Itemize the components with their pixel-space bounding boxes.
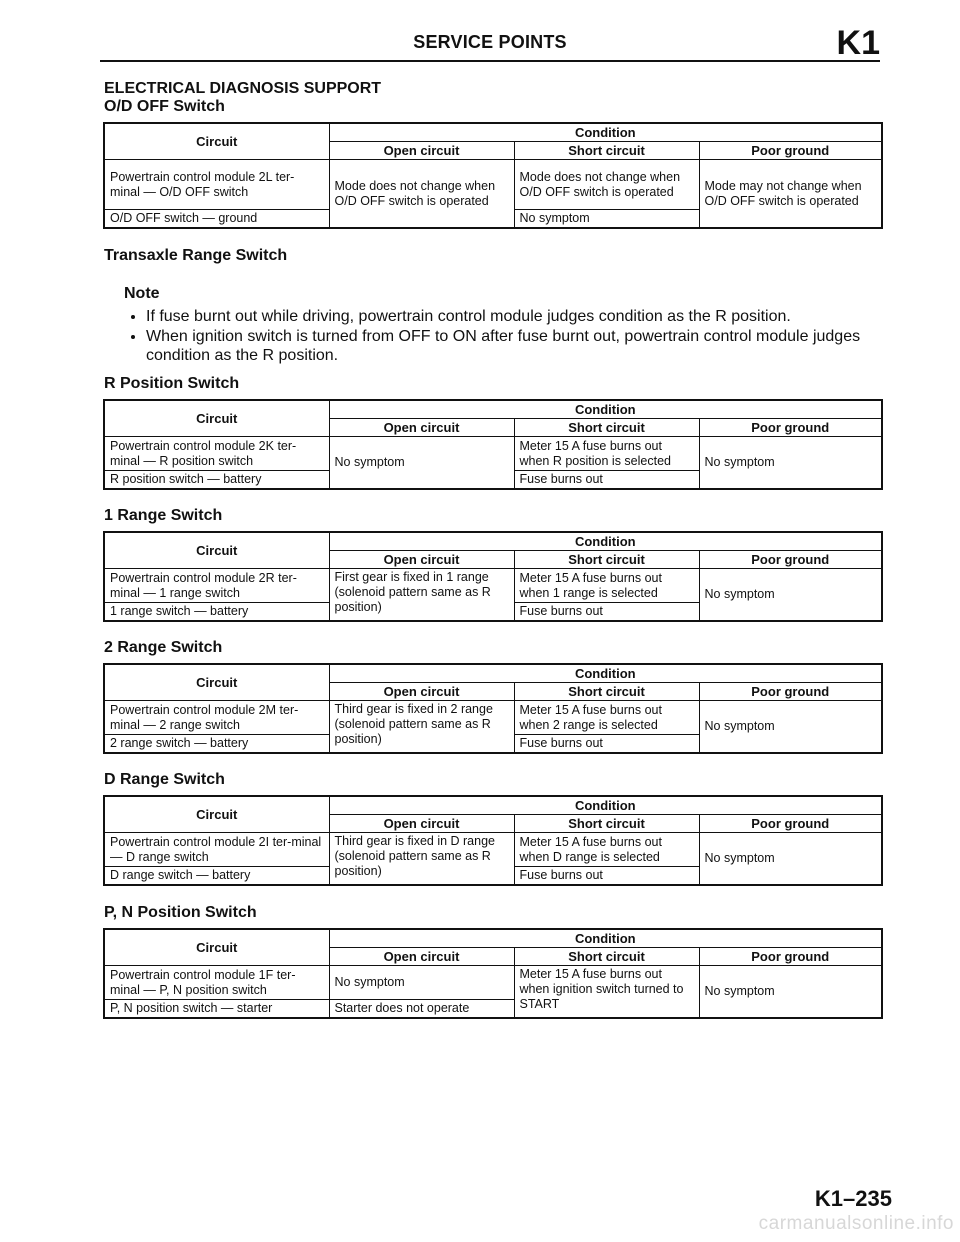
pn-position-table bbox=[103, 928, 883, 1019]
col-header-circuit: Circuit bbox=[104, 532, 329, 569]
poor-ground-cell: No symptom bbox=[699, 833, 882, 886]
short-circuit-cell: Fuse burns out bbox=[514, 471, 699, 490]
poor-ground-cell: No symptom bbox=[699, 437, 882, 490]
od-off-table bbox=[103, 122, 883, 229]
col-header-poor: Poor ground bbox=[699, 948, 882, 966]
circuit-cell: P, N position switch — starter bbox=[104, 1000, 329, 1019]
transaxle-heading: Transaxle Range Switch bbox=[104, 247, 288, 264]
col-header-open: Open circuit bbox=[329, 419, 514, 437]
range-1-table bbox=[103, 531, 883, 622]
col-header-condition: Condition bbox=[329, 400, 882, 419]
col-header-circuit: Circuit bbox=[104, 664, 329, 701]
col-header-condition: Condition bbox=[329, 929, 882, 948]
short-circuit-cell: Meter 15 A fuse burns out when D range is selected bbox=[514, 833, 699, 867]
watermark: carmanualsonline.info bbox=[758, 1213, 954, 1234]
col-header-condition: Condition bbox=[329, 123, 882, 142]
circuit-cell: Powertrain control module 2K ter-minal — R position switch bbox=[104, 437, 329, 471]
open-circuit-cell: Third gear is fixed in 2 range (solenoid pattern same as R position) bbox=[329, 701, 514, 754]
col-header-short: Short circuit bbox=[514, 683, 699, 701]
short-circuit-cell: Fuse burns out bbox=[514, 735, 699, 754]
r-position-table bbox=[103, 399, 883, 490]
section-heading: ELECTRICAL DIAGNOSIS SUPPORT bbox=[104, 80, 382, 97]
range-d-heading: D Range Switch bbox=[104, 771, 225, 788]
circuit-cell: D range switch — battery bbox=[104, 867, 329, 886]
short-circuit-cell: Fuse burns out bbox=[514, 603, 699, 622]
col-header-short: Short circuit bbox=[514, 551, 699, 569]
col-header-open: Open circuit bbox=[329, 815, 514, 833]
circuit-cell: Powertrain control module 1F ter-minal — P, N position switch bbox=[104, 966, 329, 1000]
range-1-heading: 1 Range Switch bbox=[104, 507, 223, 524]
short-circuit-cell: Meter 15 A fuse burns out when ignition switch turned to START bbox=[514, 966, 699, 1019]
page-header bbox=[100, 26, 880, 62]
poor-ground-cell: Mode may not change when O/D OFF switch is operated bbox=[699, 160, 882, 229]
circuit-cell: Powertrain control module 2L ter-minal — O/D OFF switch bbox=[104, 160, 329, 210]
open-circuit-cell: First gear is fixed in 1 range (solenoid pattern same as R position) bbox=[329, 569, 514, 622]
col-header-short: Short circuit bbox=[514, 142, 699, 160]
section-code: K1 bbox=[836, 24, 880, 62]
col-header-open: Open circuit bbox=[329, 948, 514, 966]
page-title: SERVICE POINTS bbox=[413, 32, 567, 52]
short-circuit-cell: Meter 15 A fuse burns out when 2 range is selected bbox=[514, 701, 699, 735]
col-header-poor: Poor ground bbox=[699, 551, 882, 569]
note-item: • If fuse burnt out while driving, powertrain control module judges condition as the R position. bbox=[146, 307, 894, 326]
note-block bbox=[124, 284, 894, 366]
note-item: • When ignition switch is turned from OFF to ON after fuse burnt out, powertrain control module judges condition as the R position. bbox=[146, 327, 894, 365]
page-number: K1–235 bbox=[814, 1186, 892, 1211]
col-header-open: Open circuit bbox=[329, 551, 514, 569]
col-header-circuit: Circuit bbox=[104, 929, 329, 966]
note-label: Note bbox=[124, 285, 160, 302]
col-header-poor: Poor ground bbox=[699, 683, 882, 701]
col-header-circuit: Circuit bbox=[104, 123, 329, 160]
range-2-heading: 2 Range Switch bbox=[104, 639, 223, 656]
open-circuit-cell: Third gear is fixed in D range (solenoid pattern same as R position) bbox=[329, 833, 514, 886]
range-d-table bbox=[103, 795, 883, 886]
open-circuit-cell: Mode does not change when O/D OFF switch is operated bbox=[329, 160, 514, 229]
col-header-short: Short circuit bbox=[514, 948, 699, 966]
col-header-circuit: Circuit bbox=[104, 796, 329, 833]
od-off-heading: O/D OFF Switch bbox=[104, 98, 225, 115]
short-circuit-cell: No symptom bbox=[514, 210, 699, 229]
col-header-condition: Condition bbox=[329, 532, 882, 551]
short-circuit-cell: Mode does not change when O/D OFF switch is operated bbox=[514, 160, 699, 210]
circuit-cell: Powertrain control module 2R ter-minal — 1 range switch bbox=[104, 569, 329, 603]
open-circuit-cell: Starter does not operate bbox=[329, 1000, 514, 1019]
short-circuit-cell: Meter 15 A fuse burns out when R position is selected bbox=[514, 437, 699, 471]
circuit-cell: R position switch — battery bbox=[104, 471, 329, 490]
col-header-circuit: Circuit bbox=[104, 400, 329, 437]
col-header-poor: Poor ground bbox=[699, 419, 882, 437]
poor-ground-cell: No symptom bbox=[699, 569, 882, 622]
circuit-cell: O/D OFF switch — ground bbox=[104, 210, 329, 229]
col-header-condition: Condition bbox=[329, 664, 882, 683]
open-circuit-cell: No symptom bbox=[329, 966, 514, 1000]
col-header-open: Open circuit bbox=[329, 142, 514, 160]
r-position-heading: R Position Switch bbox=[104, 375, 240, 392]
col-header-open: Open circuit bbox=[329, 683, 514, 701]
col-header-poor: Poor ground bbox=[699, 142, 882, 160]
circuit-cell: 1 range switch — battery bbox=[104, 603, 329, 622]
col-header-short: Short circuit bbox=[514, 815, 699, 833]
open-circuit-cell: No symptom bbox=[329, 437, 514, 490]
short-circuit-cell: Fuse burns out bbox=[514, 867, 699, 886]
circuit-cell: Powertrain control module 2M ter-minal — 2 range switch bbox=[104, 701, 329, 735]
short-circuit-cell: Meter 15 A fuse burns out when 1 range is selected bbox=[514, 569, 699, 603]
circuit-cell: Powertrain control module 2I ter-minal — D range switch bbox=[104, 833, 329, 867]
circuit-cell: 2 range switch — battery bbox=[104, 735, 329, 754]
col-header-short: Short circuit bbox=[514, 419, 699, 437]
range-2-table bbox=[103, 663, 883, 754]
col-header-condition: Condition bbox=[329, 796, 882, 815]
poor-ground-cell: No symptom bbox=[699, 701, 882, 754]
col-header-poor: Poor ground bbox=[699, 815, 882, 833]
pn-position-heading: P, N Position Switch bbox=[104, 904, 257, 921]
poor-ground-cell: No symptom bbox=[699, 966, 882, 1019]
